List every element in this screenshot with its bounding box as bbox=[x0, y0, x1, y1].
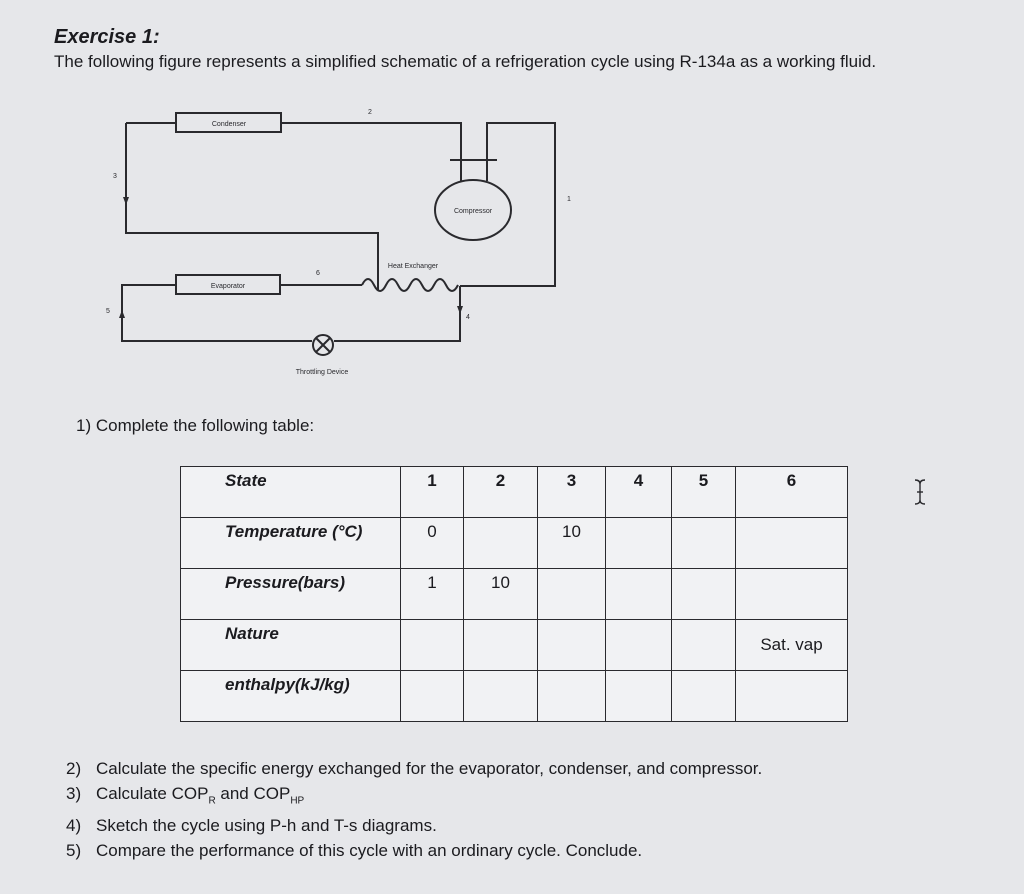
table-cell[interactable] bbox=[736, 569, 848, 620]
row-label-nature: Nature bbox=[181, 620, 401, 671]
evaporator-label: Evaporator bbox=[210, 283, 246, 290]
compressor-label: Compressor bbox=[453, 208, 493, 215]
header-col-1: 1 bbox=[401, 467, 464, 518]
table-cell[interactable] bbox=[736, 518, 848, 569]
task-item: 3) Calculate $COP_R$ and $COP_{HP}$ bbox=[66, 784, 305, 807]
task-item: 5) Compare the performance of this cycle with an ordinary cycle. Conclude. bbox=[66, 841, 643, 861]
table-cell[interactable] bbox=[606, 569, 672, 620]
table-cell[interactable]: Sat. vap bbox=[736, 620, 848, 671]
table-cell[interactable] bbox=[736, 671, 848, 722]
exercise-intro: The following figure represents a simplified schematic of a refrigeration cycle using R-134a as a working fluid. bbox=[54, 52, 877, 71]
header-col-6: 6 bbox=[736, 467, 848, 518]
question-1: 1) Complete the following table: bbox=[76, 416, 315, 435]
table-cell[interactable] bbox=[464, 518, 538, 569]
state-label-3: 3 bbox=[113, 173, 117, 180]
header-col-2: 2 bbox=[464, 467, 538, 518]
table-cell[interactable] bbox=[606, 671, 672, 722]
table-cell[interactable]: 10 bbox=[538, 518, 606, 569]
table-cell[interactable]: 0 bbox=[401, 518, 464, 569]
line-2-top bbox=[281, 123, 461, 160]
row-label-temperature: Temperature (°C) bbox=[181, 518, 401, 569]
table-cell[interactable] bbox=[401, 671, 464, 722]
table-row bbox=[181, 671, 848, 722]
arrow-4 bbox=[457, 306, 463, 314]
state-label-5: 5 bbox=[106, 308, 110, 315]
table-cell[interactable]: 1 bbox=[401, 569, 464, 620]
state-label-4: 4 bbox=[466, 314, 470, 321]
table-cell[interactable] bbox=[538, 671, 606, 722]
row-label-enthalpy: enthalpy(kJ/kg) bbox=[181, 671, 401, 722]
table-cell[interactable] bbox=[464, 671, 538, 722]
task-list bbox=[66, 756, 762, 863]
table-cell[interactable] bbox=[401, 620, 464, 671]
table-cell[interactable] bbox=[672, 620, 736, 671]
table-cell[interactable] bbox=[606, 620, 672, 671]
heat-exchanger-label: Heat Exchanger bbox=[387, 263, 439, 270]
table-row bbox=[181, 620, 848, 671]
throttling-label: Throttling Device bbox=[295, 369, 349, 376]
task-item: 2) Calculate the specific energy exchanged for the evaporator, condenser, and compressor. bbox=[66, 759, 763, 778]
header-state: State bbox=[181, 467, 401, 518]
table-cell[interactable] bbox=[538, 569, 606, 620]
arrow-5 bbox=[119, 310, 125, 318]
table-row bbox=[181, 518, 848, 569]
header-col-5: 5 bbox=[672, 467, 736, 518]
table-cell[interactable] bbox=[606, 518, 672, 569]
table-cell[interactable] bbox=[672, 671, 736, 722]
text-cursor-icon bbox=[912, 478, 928, 506]
row-label-pressure: Pressure(bars) bbox=[181, 569, 401, 620]
state-label-2: 2 bbox=[368, 109, 372, 116]
table-cell[interactable] bbox=[464, 620, 538, 671]
exercise-title: Exercise 1: bbox=[54, 26, 160, 48]
table-cell[interactable] bbox=[672, 569, 736, 620]
state-label-1: 1 bbox=[567, 196, 571, 203]
arrow-3 bbox=[123, 197, 129, 205]
task-item: 4) Sketch the cycle using P-h and T-s diagrams. bbox=[66, 816, 437, 836]
table-row-header bbox=[181, 467, 848, 518]
heat-exchanger-coil bbox=[362, 279, 458, 291]
state-table bbox=[180, 466, 848, 722]
state-label-6: 6 bbox=[316, 270, 320, 277]
line-1-right bbox=[460, 123, 555, 286]
line-3-left bbox=[126, 123, 378, 290]
condenser-label: Condenser bbox=[211, 121, 247, 128]
line-4 bbox=[334, 286, 460, 341]
table-row bbox=[181, 569, 848, 620]
table-cell[interactable]: 10 bbox=[464, 569, 538, 620]
header-col-4: 4 bbox=[606, 467, 672, 518]
table-cell[interactable] bbox=[672, 518, 736, 569]
header-col-3: 3 bbox=[538, 467, 606, 518]
table-cell[interactable] bbox=[538, 620, 606, 671]
